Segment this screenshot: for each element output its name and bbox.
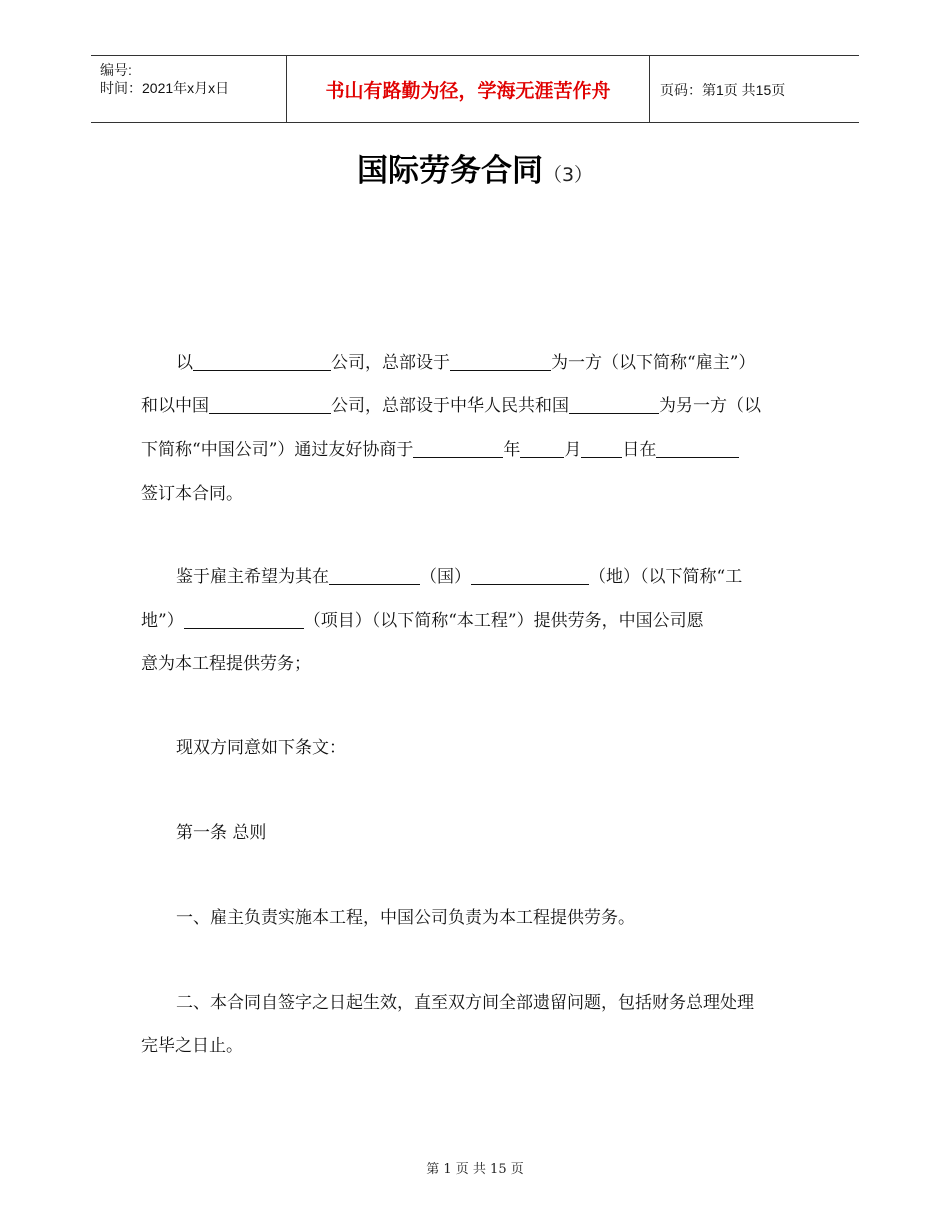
page-header [91,55,859,123]
header-left-cell [91,56,287,122]
text-fragment: 日在 [622,440,657,460]
page-info: 页码：第1页 共15页 [660,82,786,98]
text-fragment: 为另一方（以 [659,396,761,416]
fill-blank[interactable] [329,567,420,585]
text-fragment: 年 [503,440,521,460]
para1-line4: 签订本合同。 [141,484,243,504]
text-fragment: 和以中国 [141,396,209,416]
fill-blank[interactable] [450,353,551,371]
para1-line3 [141,435,739,460]
fill-blank[interactable] [520,440,564,458]
para2-line3: 意为本工程提供劳务； [141,654,311,674]
fill-blank[interactable] [209,396,331,414]
fill-blank[interactable] [569,396,659,414]
fill-blank[interactable] [471,567,589,585]
title-main: 国际劳务合同 [356,153,543,189]
text-fragment: 以 [176,353,193,373]
para1-line1 [176,348,755,373]
text-fragment: 公司，总部设于 [331,353,450,373]
para1-line2 [141,391,761,416]
header-page-cell [650,56,859,122]
text-fragment: （国） [420,567,471,587]
clause-1: 一、雇主负责实施本工程，中国公司负责为本工程提供劳务。 [176,908,635,928]
text-fragment: 下简称“中国公司”）通过友好协商于 [141,440,414,460]
text-fragment: 月 [564,440,582,460]
clause-2-line1: 二、本合同自签字之日起生效，直至双方间全部遗留问题，包括财务总理处理 [176,993,754,1013]
page-footer: 第 1 页 共 15 页 [426,1162,524,1177]
text-fragment: （项目）（以下简称“本工程”）提供劳务，中国公司愿 [303,611,704,631]
para3: 现双方同意如下条文： [176,738,346,758]
document-title [0,145,950,190]
text-fragment: 公司，总部设于中华人民共和国 [331,396,569,416]
number-label: 编号: [100,62,132,78]
fill-blank[interactable] [193,353,331,371]
text-fragment: （地）（以下简称“工 [589,567,743,587]
fill-blank[interactable] [581,440,622,458]
time-label: 时间：2021年x月x日 [100,80,230,96]
article1-heading: 第一条 总则 [176,823,267,843]
fill-blank[interactable] [184,611,304,629]
fill-blank[interactable] [656,440,739,458]
text-fragment: 鉴于雇主希望为其在 [176,567,329,587]
motto: 书山有路勤为径，学海无涯苦作舟 [325,80,611,102]
header-motto-cell [287,56,650,122]
clause-2-line2: 完毕之日止。 [141,1036,243,1056]
text-fragment: 地”） [141,611,184,631]
title-sub: （3） [542,164,594,186]
text-fragment: 为一方（以下简称“雇主”） [551,353,756,373]
para2-line1 [176,562,742,587]
para2-line2 [141,606,704,631]
fill-blank[interactable] [413,440,503,458]
